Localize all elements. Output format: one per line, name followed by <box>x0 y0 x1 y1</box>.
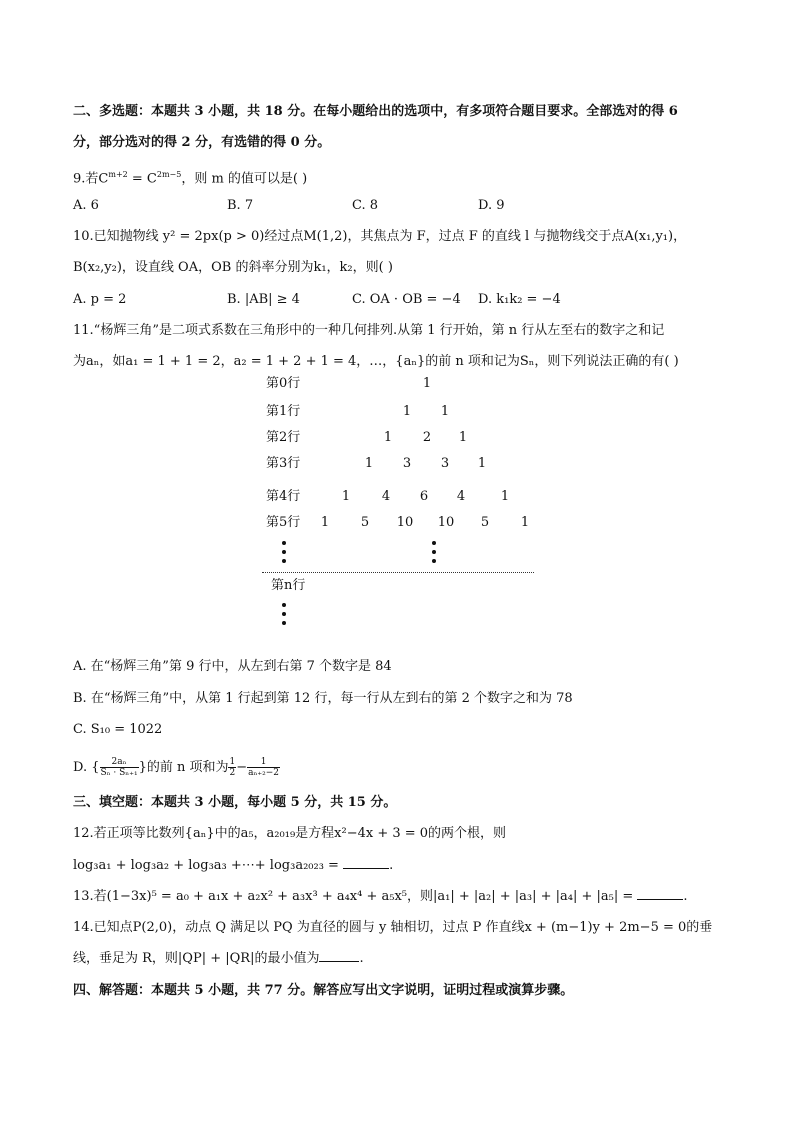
q11-option-d: D. { $\frac{\text{2aₙ}}{\text{Sₙ · Sₙ₊₁}}$ }的前 n 项和为 $\frac{1}{2}$ − $\frac{1}{\text{aₙ₊₂−2}}$ <box>73 757 280 778</box>
ellipsis-dot <box>282 621 286 625</box>
q11-option-b: B. 在“杨辉三角”中，从第 1 行起到第 12 行，每一行从左到右的第 2 个数字之和为 78 <box>73 691 573 706</box>
triangle-number: 1 <box>520 515 530 530</box>
triangle-number: 1 <box>364 456 374 471</box>
triangle-number: 2 <box>422 430 432 445</box>
triangle-number: 1 <box>458 430 468 445</box>
q11-stem-line1: 11.“杨辉三角”是二项式系数在三角形中的一种几何排列.从第 1 行开始，第 n 行从左至右的数字之和记 <box>73 323 665 338</box>
ellipsis-dot <box>282 612 286 616</box>
answer-blank <box>637 887 683 900</box>
triangle-number: 10 <box>396 515 414 530</box>
triangle-number: 1 <box>422 376 432 391</box>
q9-option-b: B. 7 <box>227 198 254 213</box>
triangle-number: 1 <box>477 456 487 471</box>
q11-option-c: C. S₁₀ = 1022 <box>73 722 163 737</box>
triangle-number: 4 <box>381 489 391 504</box>
fraction: $\frac{1}{2}$ <box>229 757 236 778</box>
triangle-number: 1 <box>500 489 510 504</box>
q10-option-b: B. |AB| ≥ 4 <box>227 292 300 307</box>
triangle-number: 3 <box>440 456 450 471</box>
triangle-row-label: 第5行 <box>266 515 301 530</box>
q9-option-a: A. 6 <box>73 198 99 213</box>
q10-stem-line2: B(x₂,y₂)，设直线 OA，OB 的斜率分别为k₁，k₂，则( ) <box>73 260 393 275</box>
section2-header-line1: 二、多选题：本题共 3 小题，共 18 分。在每小题给出的选项中，有多项符合题目要求。全部选对的得 6 <box>73 104 678 119</box>
ellipsis-dot <box>432 541 436 545</box>
section3-header: 三、填空题：本题共 3 小题，每小题 5 分，共 15 分。 <box>73 795 397 810</box>
triangle-row-label-n: 第n行 <box>271 578 306 593</box>
ellipsis-dot <box>432 559 436 563</box>
answer-blank <box>319 949 359 962</box>
triangle-number: 1 <box>383 430 393 445</box>
triangle-number: 10 <box>437 515 455 530</box>
q14-stem-line1: 14.已知点P(2,0)，动点 Q 满足以 PQ 为直径的圆与 y 轴相切，过点 P 作直线x + (m−1)y + 2m−5 = 0的垂 <box>73 920 713 935</box>
triangle-number: 3 <box>402 456 412 471</box>
triangle-row-label: 第4行 <box>266 489 301 504</box>
q10-option-a: A. p = 2 <box>73 292 127 307</box>
answer-blank <box>343 856 389 869</box>
q9-option-d: D. 9 <box>478 198 505 213</box>
q10-stem-line1: 10.已知抛物线 y² = 2px(p > 0)经过点M(1,2)，其焦点为 F，过点 F 的直线 l 与抛物线交于点A(x₁,y₁)， <box>73 229 687 244</box>
q12-stem-line2: log₃a₁ + log₃a₂ + log₃a₃ +⋯+ log₃a₂₀₂₃ = . <box>73 858 394 873</box>
fraction: $\frac{1}{\text{aₙ₊₂−2}}$ <box>248 757 280 778</box>
triangle-number: 5 <box>360 515 370 530</box>
fraction: $\frac{\text{2aₙ}}{\text{Sₙ · Sₙ₊₁}}$ <box>100 757 138 778</box>
ellipsis-dot <box>282 550 286 554</box>
q9-stem: 9.若$C^{m+2} = C^{2m-5}$，则 m 的值可以是( ) <box>73 170 308 187</box>
q13-stem: 13.若(1−3x)⁵ = a₀ + a₁x + a₂x² + a₃x³ + a₄x⁴ + a₅x⁵，则|a₁| + |a₂| + |a₃| + |a₄| + |a₅| = . <box>73 889 688 904</box>
triangle-row-label: 第1行 <box>266 404 301 419</box>
ellipsis-dot <box>282 603 286 607</box>
q10-option-c: C. OA · OB = −4 <box>352 292 461 307</box>
ellipsis-dot <box>282 559 286 563</box>
q10-option-d: D. k₁k₂ = −4 <box>478 292 561 307</box>
q9-option-c: C. 8 <box>352 198 379 213</box>
triangle-number: 1 <box>320 515 330 530</box>
triangle-number: 6 <box>419 489 429 504</box>
section2-header-line2: 分，部分选对的得 2 分，有选错的得 0 分。 <box>73 135 331 150</box>
dotted-separator <box>262 572 534 573</box>
triangle-row-label: 第0行 <box>266 376 301 391</box>
triangle-number: 4 <box>456 489 466 504</box>
triangle-row-label: 第2行 <box>266 430 301 445</box>
triangle-number: 1 <box>402 404 412 419</box>
ellipsis-dot <box>432 550 436 554</box>
q14-stem-line2: 线，垂足为 R，则|QP| + |QR|的最小值为 . <box>73 951 364 966</box>
triangle-number: 1 <box>440 404 450 419</box>
q12-stem-line1: 12.若正项等比数列{aₙ}中的a₅，a₂₀₁₉是方程x²−4x + 3 = 0的两个根，则 <box>73 826 507 841</box>
ellipsis-dot <box>282 541 286 545</box>
triangle-number: 1 <box>341 489 351 504</box>
section4-header: 四、解答题：本题共 5 小题，共 77 分。解答应写出文字说明，证明过程或演算步骤。 <box>73 983 574 998</box>
triangle-row-label: 第3行 <box>266 456 301 471</box>
q11-stem-line2: 为aₙ，如a₁ = 1 + 1 = 2，a₂ = 1 + 2 + 1 = 4，…，{aₙ}的前 n 项和记为Sₙ，则下列说法正确的有( ) <box>73 354 679 369</box>
triangle-number: 5 <box>480 515 490 530</box>
q11-option-a: A. 在“杨辉三角”第 9 行中，从左到右第 7 个数字是 84 <box>73 659 392 674</box>
